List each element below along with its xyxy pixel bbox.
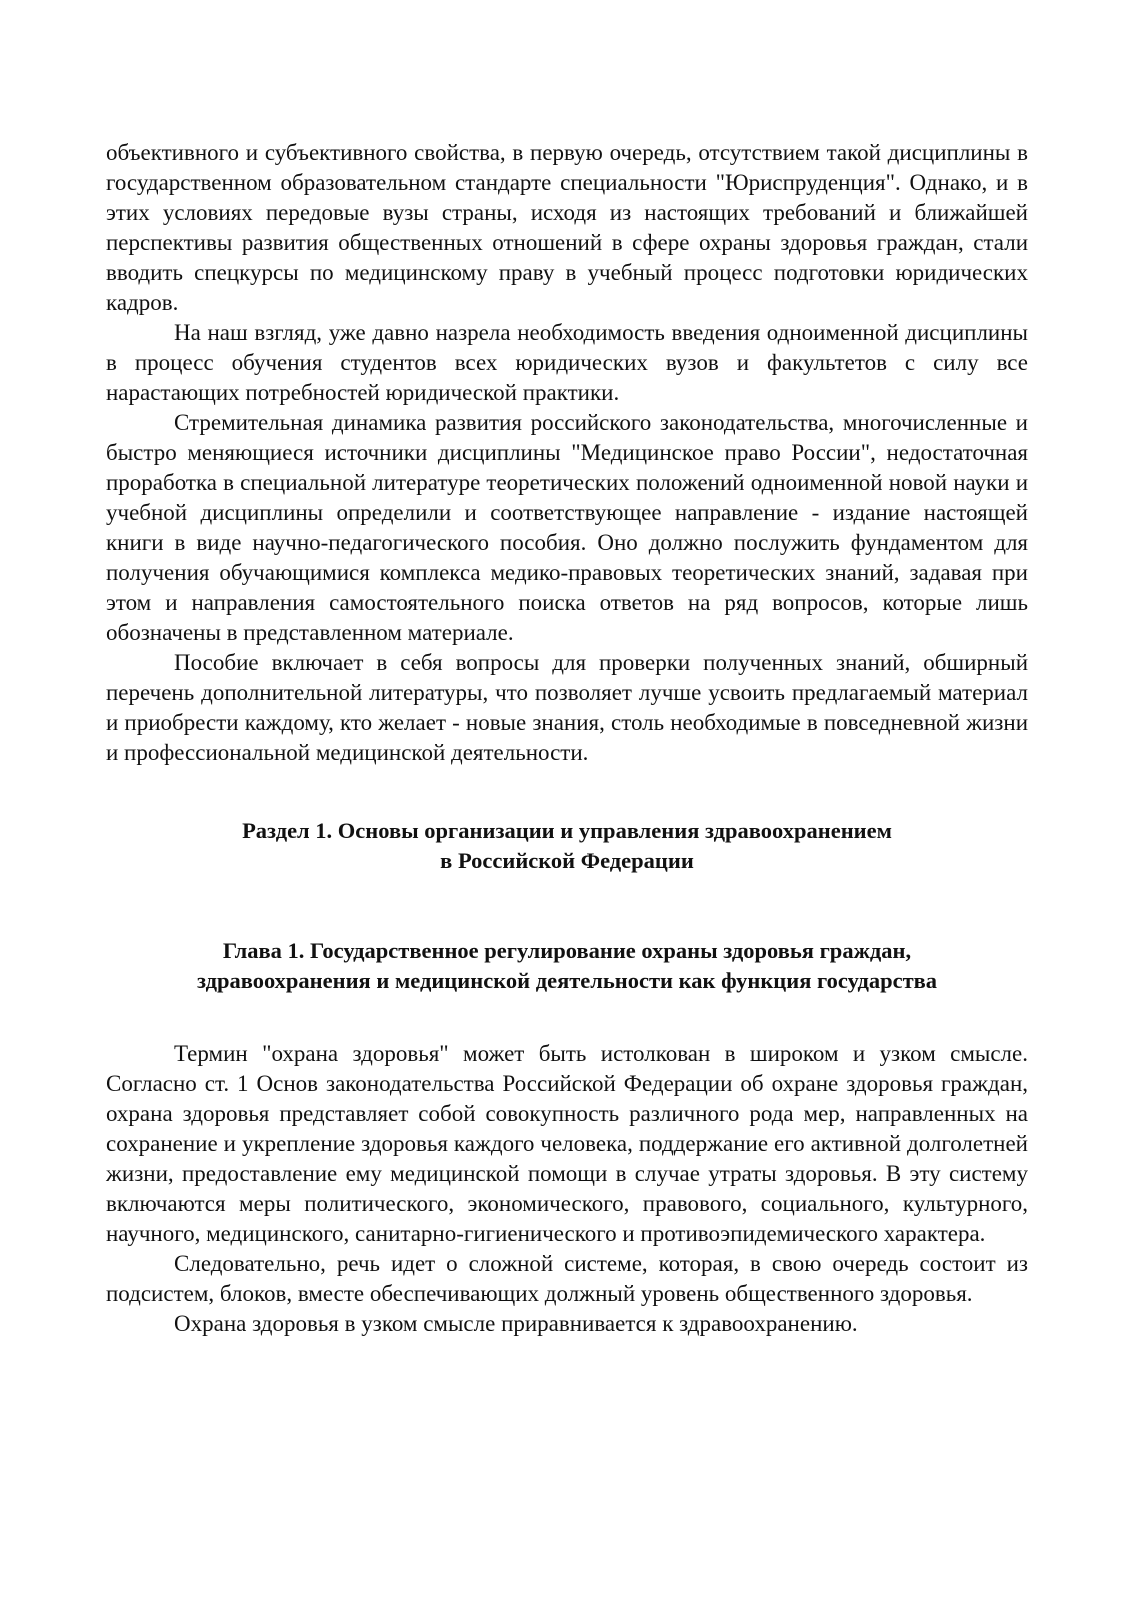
section-heading-line1: Раздел 1. Основы организации и управления здравоохранением	[242, 818, 892, 843]
chapter-heading	[106, 936, 1028, 996]
document-page	[106, 138, 1028, 1339]
section-heading-line2: в Российской Федерации	[440, 848, 694, 873]
chapter-heading-line2: здравоохранения и медицинской деятельности как функция государства	[196, 968, 938, 993]
paragraph-manual-contents: Пособие включает в себя вопросы для проверки полученных знаний, обширный перечень дополнительной литературы, что позволяет лучше усвоить предлагаемый материал и приобрести каждому, кто желает - новые знания, столь необходимые в повседневной жизни и профессиональной медицинской деятельности.	[106, 650, 1028, 765]
paragraph-health-term: Термин "охрана здоровья" может быть истолкован в широком и узком смысле. Согласно ст. 1 Основ законодательства Российской Федерации об охране здоровья граждан, охрана здоровья представляет собой совокупность различного рода мер, направленных на сохранение и укрепление здоровья каждого человека, поддержание его активной долголетней жизни, предоставление ему медицинской помощи в случае утраты здоровья. В эту систему включаются меры политического, экономического, правового, социального, культурного, научного, медицинского, санитарно-гигиенического и противоэпидемического характера.	[106, 1041, 1028, 1246]
paragraph-complex-system: Следовательно, речь идет о сложной системе, которая, в свою очередь состоит из подсистем, блоков, вместе обеспечивающих должный уровень общественного здоровья.	[106, 1251, 1028, 1306]
paragraph-discipline-need: На наш взгляд, уже давно назрела необходимость введения одноименной дисциплины в процесс обучения студентов всех юридических вузов и факультетов с силу все нарастающих потребностей юридической практики.	[106, 320, 1028, 405]
section-heading	[106, 816, 1028, 876]
paragraph-legislation-dynamics: Стремительная динамика развития российского законодательства, многочисленные и быстро меняющиеся источники дисциплины "Медицинское право России", недостаточная проработка в специальной литературе теоретических положений одноименной новой науки и учебной дисциплины определили и соответствующее направление - издание настоящей книги в виде научно-педагогического пособия. Оно должно послужить фундаментом для получения обучающимися комплекса медико-правовых теоретических знаний, задавая при этом и направления самостоятельного поиска ответов на ряд вопросов, которые лишь обозначены в представленном материале.	[106, 410, 1028, 645]
chapter-heading-line1: Глава 1. Государственное регулирование охраны здоровья граждан,	[222, 938, 912, 963]
paragraph-intro-continuation: объективного и субъективного свойства, в первую очередь, отсутствием такой дисциплины в государственном образовательном стандарте специальности "Юриспруденция". Однако, и в этих условиях передовые вузы страны, исходя из настоящих требований и ближайшей перспективы развития общественных отношений в сфере охраны здоровья граждан, стали вводить спецкурсы по медицинскому праву в учебный процесс подготовки юридических кадров.	[106, 140, 1028, 315]
paragraph-narrow-sense: Охрана здоровья в узком смысле приравнивается к здравоохранению.	[174, 1311, 858, 1336]
